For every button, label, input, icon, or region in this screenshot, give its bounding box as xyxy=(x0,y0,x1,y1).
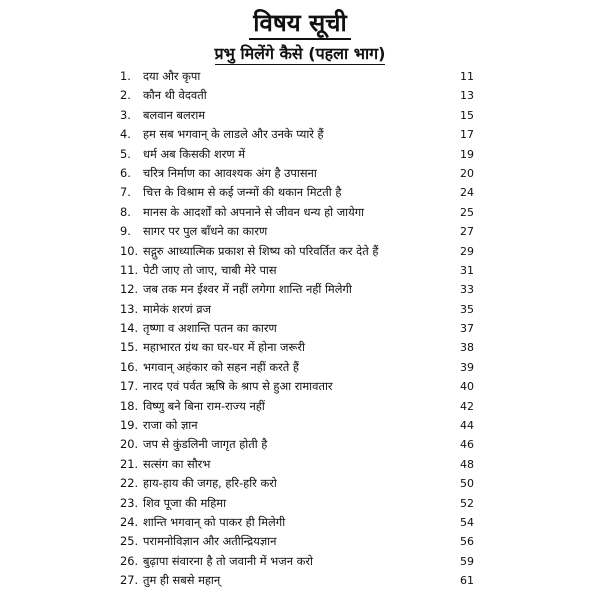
toc-entry xyxy=(0,397,600,416)
toc-entry-title: हाय-हाय की जगह, हरि-हरि करो xyxy=(143,476,277,491)
toc-entry-number: 8. xyxy=(120,204,131,219)
toc-entry-page: 27 xyxy=(460,225,474,239)
toc-entry-page: 29 xyxy=(460,244,474,258)
toc-entry-page: 20 xyxy=(460,166,474,180)
toc-entry xyxy=(0,300,600,319)
toc-entry xyxy=(0,164,600,183)
toc-entry-number: 9. xyxy=(120,224,131,239)
toc-entry-number: 1. xyxy=(120,69,131,83)
toc-entry xyxy=(0,280,600,299)
toc-entry-page: 37 xyxy=(460,322,474,336)
toc-entry-number: 2. xyxy=(120,88,131,103)
toc-entry-page: 44 xyxy=(460,419,474,433)
toc-entry xyxy=(0,571,600,590)
toc-entry xyxy=(0,435,600,454)
toc-entry-number: 26. xyxy=(120,553,139,568)
toc-entry-title: सत्संग का सौरभ xyxy=(143,456,211,471)
toc-entry-title: राजा को ज्ञान xyxy=(143,418,198,433)
toc-entry xyxy=(0,145,600,164)
toc-entry-page: 38 xyxy=(460,341,474,355)
toc-entry-page: 54 xyxy=(460,515,474,529)
toc-entry-number: 14. xyxy=(120,321,139,336)
toc-entry xyxy=(0,494,600,513)
toc-entry-page: 17 xyxy=(460,128,474,142)
toc-entry-title: सद्गुरु आध्यात्मिक प्रकाश से शिष्य को परिवर्तित कर देते हैं xyxy=(143,243,379,258)
toc-entry-page: 25 xyxy=(460,205,474,219)
toc-entry xyxy=(0,203,600,222)
toc-entry-number: 24. xyxy=(120,514,139,529)
toc-entry-page: 42 xyxy=(460,399,474,413)
toc-entry-page: 40 xyxy=(460,380,474,394)
toc-entry-number: 6. xyxy=(120,165,131,180)
toc-entry xyxy=(0,86,600,105)
toc-entry-title: बलवान बलराम xyxy=(143,107,206,122)
toc-entry-title: भगवान् अहंकार को सहन नहीं करते हैं xyxy=(143,359,299,374)
toc-entry xyxy=(0,67,600,86)
toc-entry xyxy=(0,416,600,435)
toc-entry-number: 22. xyxy=(120,476,139,491)
toc-entry-page: 33 xyxy=(460,283,474,297)
toc-entry-title: बुढ़ापा संवारना है तो जवानी में भजन करो xyxy=(143,553,313,568)
toc-entry-number: 10. xyxy=(120,243,139,258)
toc-entry-title: मामेकं शरणं व्रज xyxy=(143,301,211,316)
toc-entry-page: 24 xyxy=(460,186,474,200)
toc-entry xyxy=(0,261,600,280)
toc-entry-title: जब तक मन ईश्वर में नहीं लगेगा शान्ति नहीं मिलेगी xyxy=(143,282,352,297)
toc-entry-number: 13. xyxy=(120,301,139,316)
toc-entry xyxy=(0,455,600,474)
toc-entry-title: सागर पर पुल बाँधने का कारण xyxy=(143,224,268,239)
toc-entry-page: 48 xyxy=(460,457,474,471)
toc-entry xyxy=(0,552,600,571)
toc-entry-page: 39 xyxy=(460,360,474,374)
toc-entry-title: तृष्णा व अशान्ति पतन का कारण xyxy=(143,321,277,336)
toc-entry-title: नारद एवं पर्वत ऋषि के श्राप से हुआ रामावतार xyxy=(143,379,333,394)
toc-entry-number: 5. xyxy=(120,146,131,161)
toc-entry-page: 56 xyxy=(460,535,474,549)
toc-entry xyxy=(0,183,600,202)
toc-entry-page: 52 xyxy=(460,496,474,510)
toc-entry xyxy=(0,125,600,144)
toc-entry-number: 12. xyxy=(120,282,139,297)
toc-entry-page: 59 xyxy=(460,554,474,568)
toc-entry xyxy=(0,242,600,261)
toc-entry-title: तुम ही सबसे महान् xyxy=(143,573,221,588)
toc-entry-title: परामनोविज्ञान और अतीन्द्रियज्ञान xyxy=(143,534,277,549)
toc-entry-number: 18. xyxy=(120,398,139,413)
toc-entry-number: 19. xyxy=(120,418,139,433)
toc-entry-title: चित्त के विश्राम से कई जन्मों की थकान मिटती है xyxy=(143,185,342,200)
toc-entry-page: 46 xyxy=(460,438,474,452)
toc-entry-title: चरित्र निर्माण का आवश्यक अंग है उपासना xyxy=(143,165,317,180)
toc-entry-page: 31 xyxy=(460,263,474,277)
page-title xyxy=(0,6,600,39)
toc-entry xyxy=(0,474,600,493)
toc-entry-page: 35 xyxy=(460,302,474,316)
toc-entry xyxy=(0,222,600,241)
toc-entry xyxy=(0,338,600,357)
toc-entry-page: 19 xyxy=(460,147,474,161)
toc-entry-number: 4. xyxy=(120,127,131,142)
toc-entry-number: 15. xyxy=(120,340,139,355)
toc-entry-title: कौन थी वेदवती xyxy=(143,88,207,103)
toc-entry xyxy=(0,377,600,396)
toc-list xyxy=(0,67,600,591)
toc-entry-title: विष्णु बने बिना राम-राज्य नहीं xyxy=(143,398,265,413)
toc-entry-title: धर्म अब किसकी शरण में xyxy=(143,146,246,161)
toc-entry-title: महाभारत ग्रंथ का घर-घर में होना जरूरी xyxy=(143,340,305,355)
toc-entry xyxy=(0,358,600,377)
toc-entry-page: 13 xyxy=(460,89,474,103)
toc-entry-number: 7. xyxy=(120,185,131,200)
toc-entry xyxy=(0,106,600,125)
page-title-text: विषय सूची xyxy=(249,9,350,40)
toc-entry-number: 20. xyxy=(120,437,139,452)
toc-entry-title: शिव पूजा की महिमा xyxy=(143,495,227,510)
toc-entry-title: दया और कृपा xyxy=(143,69,201,83)
toc-entry-number: 3. xyxy=(120,107,131,122)
toc-entry-number: 16. xyxy=(120,359,139,374)
toc-entry xyxy=(0,532,600,551)
toc-entry xyxy=(0,513,600,532)
toc-entry-number: 23. xyxy=(120,495,139,510)
toc-entry-number: 11. xyxy=(120,262,139,277)
toc-entry-title: हम सब भगवान् के लाडले और उनके प्यारे हैं xyxy=(143,127,324,142)
toc-entry-number: 17. xyxy=(120,379,139,394)
toc-entry-number: 27. xyxy=(120,573,139,588)
toc-entry-title: मानस के आदर्शों को अपनाने से जीवन धन्य हो जायेगा xyxy=(143,204,365,219)
section-title-text: प्रभु मिलेंगे कैसे (पहला भाग) xyxy=(214,44,386,63)
toc-entry-title: जप से कुंडलिनी जागृत होती है xyxy=(143,437,268,452)
toc-entry-title: पेटी जाए तो जाए, चाबी मेरे पास xyxy=(143,262,277,277)
toc-entry-page: 50 xyxy=(460,477,474,491)
toc-entry-page: 61 xyxy=(460,574,474,588)
toc-entry-title: शान्ति भगवान् को पाकर ही मिलेगी xyxy=(143,514,286,529)
section-title xyxy=(0,42,600,64)
toc-entry xyxy=(0,319,600,338)
toc-entry-number: 25. xyxy=(120,534,139,549)
toc-entry-number: 21. xyxy=(120,456,139,471)
toc-entry-page: 15 xyxy=(460,108,474,122)
toc-entry-page: 11 xyxy=(460,70,474,83)
